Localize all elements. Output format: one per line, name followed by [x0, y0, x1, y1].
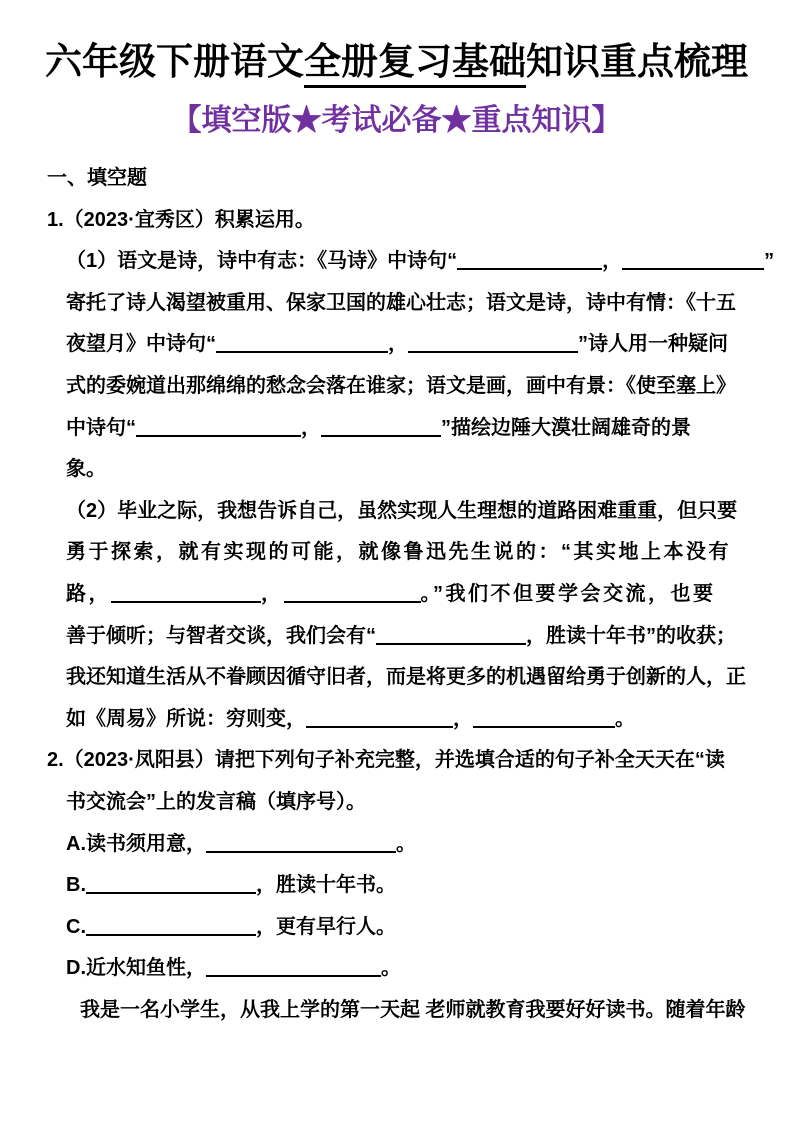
text-segment: （2）毕业之际，我想告诉自己，虽然实现人生理想的道路困难重重，但只要	[66, 499, 738, 522]
text-line	[66, 699, 793, 741]
fill-in-blank	[321, 421, 441, 437]
text-segment: 一、填空题	[47, 167, 147, 189]
text-segment: 式的委婉道出那绵绵的愁念会落在谁家；语文是画，画中有景：《使至塞上》	[66, 374, 736, 397]
text-line	[66, 532, 793, 574]
text-line	[80, 990, 793, 1032]
body-lines	[0, 158, 793, 1031]
text-segment: 善于倾听；与智者交谈，我们会有“	[66, 624, 376, 647]
text-segment: ”诗人用一种疑问	[578, 333, 728, 356]
text-segment: 。	[396, 832, 416, 855]
page-title	[0, 36, 793, 88]
text-segment: 。	[381, 957, 401, 980]
fill-in-blank	[136, 421, 301, 437]
fill-in-blank	[86, 920, 256, 936]
text-line	[66, 241, 793, 283]
text-segment: ，胜读十年书。	[256, 874, 396, 897]
text-segment: 。	[615, 707, 635, 730]
text-segment: ”描绘边陲大漠壮阔雄奇的景	[441, 416, 691, 439]
text-line	[66, 657, 793, 699]
text-segment: 如《周易》所说：穷则变，	[66, 707, 306, 730]
text-segment: 中诗句“	[66, 416, 136, 439]
text-line	[66, 782, 793, 824]
text-segment: C.	[66, 915, 86, 938]
fill-in-blank	[306, 712, 453, 728]
text-line	[66, 283, 793, 325]
text-segment: ，	[453, 707, 473, 730]
text-segment: 路，	[66, 582, 111, 605]
text-line	[66, 907, 793, 949]
fill-in-blank	[457, 254, 602, 270]
fill-in-blank	[216, 337, 388, 353]
text-line	[66, 449, 793, 491]
text-segment: 象。	[66, 458, 106, 481]
text-line	[66, 616, 793, 658]
text-segment: ，胜读十年书”的收获；	[526, 624, 736, 647]
text-segment: 勇于探索，就有实现的可能，就像鲁迅先生说的：“其实地上本没有	[66, 541, 731, 564]
text-segment: 2.（2023·凤阳县）请把下列句子补充完整，并选填合适的句子补全天天在“读	[47, 749, 725, 772]
text-segment: 。”我们不但要学会交流，也要	[420, 582, 716, 605]
text-line	[66, 865, 793, 907]
fill-in-blank	[86, 878, 256, 894]
text-line	[47, 158, 793, 200]
text-line	[66, 408, 793, 450]
text-segment: D.近水知鱼性，	[66, 957, 206, 980]
text-segment: A.读书须用意，	[66, 832, 206, 855]
title-post: 知识重点梳理	[526, 41, 748, 82]
text-line	[66, 491, 793, 533]
title-underlined: 全册复习基础	[304, 41, 526, 88]
fill-in-blank	[376, 629, 526, 645]
text-line	[66, 366, 793, 408]
text-line	[66, 824, 793, 866]
fill-in-blank	[473, 712, 615, 728]
fill-in-blank	[622, 254, 764, 270]
subtitle: 【填空版★考试必备★重点知识】	[171, 104, 622, 137]
text-segment: 夜望月》中诗句“	[66, 333, 216, 356]
text-line	[66, 574, 793, 616]
fill-in-blank	[206, 961, 381, 977]
text-segment: ，	[261, 582, 284, 605]
text-line	[66, 324, 793, 366]
text-segment: ，	[388, 333, 408, 356]
text-segment: 我是一名小学生，从我上学的第一天起 老师就教育我要好好读书。随着年龄	[80, 998, 746, 1021]
text-line	[66, 948, 793, 990]
fill-in-blank	[206, 837, 396, 853]
text-segment: 1.（2023·宜秀区）积累运用。	[47, 208, 315, 231]
text-segment: 我还知道生活从不眷顾因循守旧者，而是将更多的机遇留给勇于创新的人，正	[66, 666, 746, 689]
text-segment: 寄托了诗人渴望被重用、保家卫国的雄心壮志；语文是诗，诗中有情：《十五	[66, 291, 736, 314]
text-segment: （1）语文是诗，诗中有志：《马诗》中诗句“	[66, 250, 458, 273]
fill-in-blank	[111, 587, 261, 603]
text-segment: ，	[301, 416, 321, 439]
text-line	[47, 200, 793, 242]
text-line	[47, 740, 793, 782]
fill-in-blank	[408, 337, 578, 353]
text-segment: ，更有早行人。	[256, 915, 396, 938]
text-segment: ”	[764, 250, 775, 273]
text-segment: ，	[602, 250, 623, 273]
text-segment: 书交流会”上的发言稿（填序号）。	[66, 790, 366, 813]
title-pre: 六年级下册语文	[45, 41, 304, 82]
fill-in-blank	[284, 587, 421, 603]
text-segment: B.	[66, 874, 86, 897]
